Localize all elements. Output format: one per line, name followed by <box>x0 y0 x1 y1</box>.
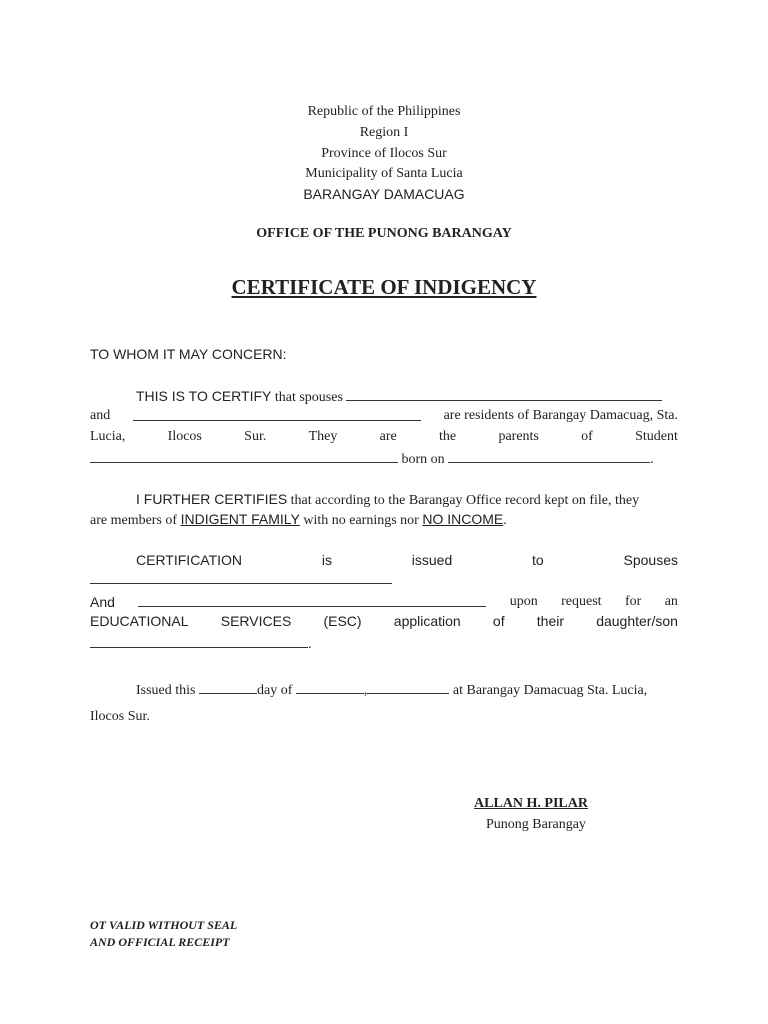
paragraph-3-line-5 <box>90 634 312 654</box>
no-earnings-text: with no earnings nor <box>303 513 419 528</box>
spouse-name-blank-2 <box>133 407 421 421</box>
issued-this-text: Issued this <box>136 683 196 698</box>
p3-period: . <box>308 637 312 652</box>
further-certifies-lead: I FURTHER CERTIFIES <box>136 491 288 507</box>
month-blank <box>296 680 364 694</box>
p1-word: the <box>439 429 457 444</box>
p3-word: Spouses <box>623 552 678 568</box>
paragraph-2-line-2 <box>90 510 507 530</box>
p1-word: Student <box>635 429 678 444</box>
certify-lead-rest: that spouses <box>274 390 343 405</box>
certificate-title: CERTIFICATE OF INDIGENCY <box>231 275 537 299</box>
day-of-text: day of <box>257 683 293 698</box>
indigent-family-text: INDIGENT FAMILY <box>180 511 300 527</box>
p3-word: daughter/son <box>596 613 678 629</box>
footer-note-line-2: AND OFFICIAL RECEIPT <box>90 935 230 949</box>
paragraph-1-line-2 <box>90 407 678 425</box>
issued-place-text: at Barangay Damacuag Sta. Lucia, <box>452 683 648 698</box>
p1-word: of <box>581 429 593 444</box>
p3-word: their <box>536 613 565 629</box>
header-municipality: Municipality of Santa Lucia <box>305 166 463 181</box>
born-on-text: born on <box>401 452 445 467</box>
residents-text: are residents of Barangay Damacuag, Sta. <box>443 408 678 423</box>
paragraph-3-line-3 <box>90 593 678 611</box>
p3-word: request <box>561 594 602 609</box>
and-capital-word: And <box>90 594 115 610</box>
header-barangay: BARANGAY DAMACUAG <box>303 186 465 202</box>
paragraph-4-line-1 <box>136 680 647 700</box>
p3-word: to <box>532 552 544 568</box>
signatory-name: ALLAN H. PILAR <box>474 796 588 811</box>
birthdate-blank <box>448 449 650 463</box>
header-republic: Republic of the Philippines <box>307 104 461 119</box>
comma: , <box>363 683 368 698</box>
spouse-name-blank-1 <box>346 387 662 401</box>
certify-lead: THIS IS TO CERTIFY <box>136 388 272 404</box>
p1-word: They <box>308 429 338 444</box>
p1-word: Ilocos <box>167 429 202 444</box>
paragraph-1-line-1 <box>136 387 662 407</box>
further-certifies-rest: that according to the Barangay Office record kept on file, they <box>290 493 640 508</box>
header-region: Region I <box>359 125 409 140</box>
members-text: are members of <box>90 513 178 528</box>
spouse-name-blank-4 <box>138 593 486 607</box>
p1-word: are <box>379 429 397 444</box>
p3-word: upon <box>509 594 538 609</box>
issued-place-line-2: Ilocos Sur. <box>90 709 150 724</box>
p3-word: application <box>393 613 461 629</box>
p1-word: Sur. <box>244 429 267 444</box>
p3-word: an <box>664 594 678 609</box>
no-income-text: NO INCOME <box>422 511 504 527</box>
paragraph-1-line-4 <box>90 449 654 469</box>
salutation: TO WHOM IT MAY CONCERN: <box>90 346 287 362</box>
paragraph-3-line-2 <box>90 570 392 590</box>
p3-word: (ESC) <box>323 613 362 629</box>
p3-word: issued <box>411 552 453 568</box>
paragraph-3-line-1 <box>136 551 678 569</box>
signatory-position: Punong Barangay <box>486 817 586 832</box>
day-blank <box>199 680 257 694</box>
p3-word: SERVICES <box>220 613 292 629</box>
paragraph-2-line-1 <box>136 490 639 510</box>
office-heading: OFFICE OF THE PUNONG BARANGAY <box>256 226 512 241</box>
paragraph-3-line-4 <box>90 612 678 630</box>
p3-word: for <box>624 594 642 609</box>
header-province: Province of Ilocos Sur <box>321 146 447 161</box>
footer-note-line-1: OT VALID WITHOUT SEAL <box>90 918 238 932</box>
p2-period: . <box>503 513 507 528</box>
p1-period: . <box>650 452 654 467</box>
spouse-name-blank-3 <box>90 570 392 584</box>
and-word: and <box>90 408 111 423</box>
p3-word: CERTIFICATION <box>136 552 243 568</box>
child-name-blank <box>90 634 308 648</box>
p3-word: is <box>321 552 332 568</box>
p3-word: of <box>492 613 505 629</box>
student-name-blank <box>90 449 398 463</box>
paragraph-1-line-3 <box>90 428 678 446</box>
p3-word: EDUCATIONAL <box>90 613 189 629</box>
year-blank <box>367 680 449 694</box>
p1-word: parents <box>498 429 539 444</box>
p1-word: Lucia, <box>90 429 126 444</box>
